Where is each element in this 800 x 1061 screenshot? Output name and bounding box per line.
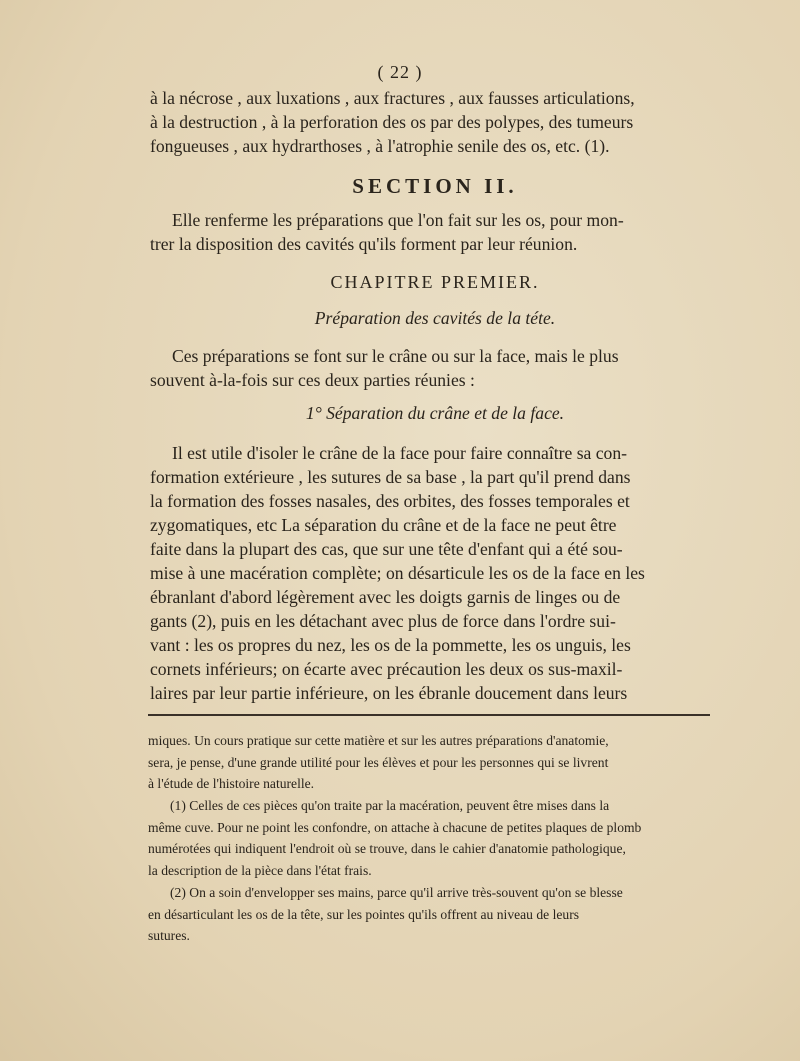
intro-paragraph bbox=[150, 86, 720, 158]
text-line: formation extérieure , les sutures de sa base , la part qu'il prend dans bbox=[150, 467, 631, 487]
footnote-1 bbox=[148, 795, 720, 881]
chapter-subtitle: Préparation des cavités de la téte. bbox=[314, 308, 556, 328]
text-line: (1) Celles de ces pièces qu'on traite par la macération, peuvent être mises dans la bbox=[170, 798, 610, 813]
text-line: la description de la pièce dans l'état frais. bbox=[148, 862, 372, 878]
text-line: même cuve. Pour ne point les confondre, on attache à chacune de petites plaques de plomb bbox=[148, 819, 642, 835]
text-line: à l'étude de l'histoire naturelle. bbox=[148, 776, 315, 791]
text-line: zygomatiques, etc La séparation du crâne et de la face ne peut être bbox=[150, 515, 617, 535]
text-line: gants (2), puis en les détachant avec plus de force dans l'ordre sui- bbox=[150, 611, 616, 631]
text-line: Il est utile d'isoler le crâne de la face pour faire connaître sa con- bbox=[172, 443, 628, 463]
text-line: Ces préparations se font sur le crâne ou sur la face, mais le plus bbox=[172, 346, 619, 366]
text-line: laires par leur partie inférieure, on les ébranle doucement dans leurs bbox=[150, 683, 628, 703]
text-line: ébranlant d'abord légèrement avec les doigts garnis de linges ou de bbox=[150, 587, 621, 607]
text-line: cornets inférieurs; on écarte avec précaution les deux os sus-maxil- bbox=[150, 659, 623, 679]
page-number: ( 22 ) bbox=[377, 62, 423, 82]
text-line: faite dans la plupart des cas, que sur une tête d'enfant qui a été sou- bbox=[150, 539, 623, 559]
text-line: souvent à-la-fois sur ces deux parties réunies : bbox=[150, 370, 475, 390]
text-line: miques. Un cours pratique sur cette matière et sur les autres préparations d'anatomie, bbox=[148, 733, 609, 748]
footnote-continuation bbox=[148, 730, 720, 795]
footnote-2 bbox=[148, 882, 720, 947]
text-line: à la destruction , à la perforation des os par des polypes, des tumeurs bbox=[150, 112, 634, 132]
text-line: en désarticulant les os de la tête, sur les pointes qu'ils offrent au niveau de leurs bbox=[148, 906, 580, 922]
chapter-paragraph bbox=[150, 344, 720, 392]
text-line: mise à une macération complète; on désarticule les os de la face en les bbox=[150, 563, 645, 583]
footnote-divider bbox=[148, 714, 710, 716]
text-line: à la nécrose , aux luxations , aux fractures , aux fausses articulations, bbox=[150, 88, 635, 108]
text-line: numérotées qui indiquent l'endroit où se trouve, dans le cahier d'anatomie pathologique, bbox=[148, 841, 626, 856]
section-paragraph bbox=[150, 208, 720, 256]
text-line: (2) On a soin d'envelopper ses mains, parce qu'il arrive très-souvent qu'on se blesse bbox=[170, 885, 623, 900]
subsection-title: 1° Séparation du crâne et de la face. bbox=[305, 403, 565, 423]
text-line: trer la disposition des cavités qu'ils forment par leur réunion. bbox=[150, 234, 578, 254]
text-line: fongueuses , aux hydrarthoses , à l'atrophie senile des os, etc. (1). bbox=[150, 136, 610, 156]
text-line: vant : les os propres du nez, les os de la pommette, les os unguis, les bbox=[150, 635, 631, 655]
text-line: la formation des fosses nasales, des orbites, des fosses temporales et bbox=[150, 491, 630, 511]
section-heading: SECTION II. bbox=[352, 174, 518, 198]
text-line: Elle renferme les préparations que l'on fait sur les os, pour mon- bbox=[172, 210, 624, 230]
text-line: sutures. bbox=[148, 928, 190, 943]
text-line: sera, je pense, d'une grande utilité pour les élèves et pour les personnes qui se livrent bbox=[148, 754, 609, 770]
chapter-heading: CHAPITRE PREMIER. bbox=[330, 272, 540, 292]
subsection-paragraph bbox=[150, 441, 720, 705]
